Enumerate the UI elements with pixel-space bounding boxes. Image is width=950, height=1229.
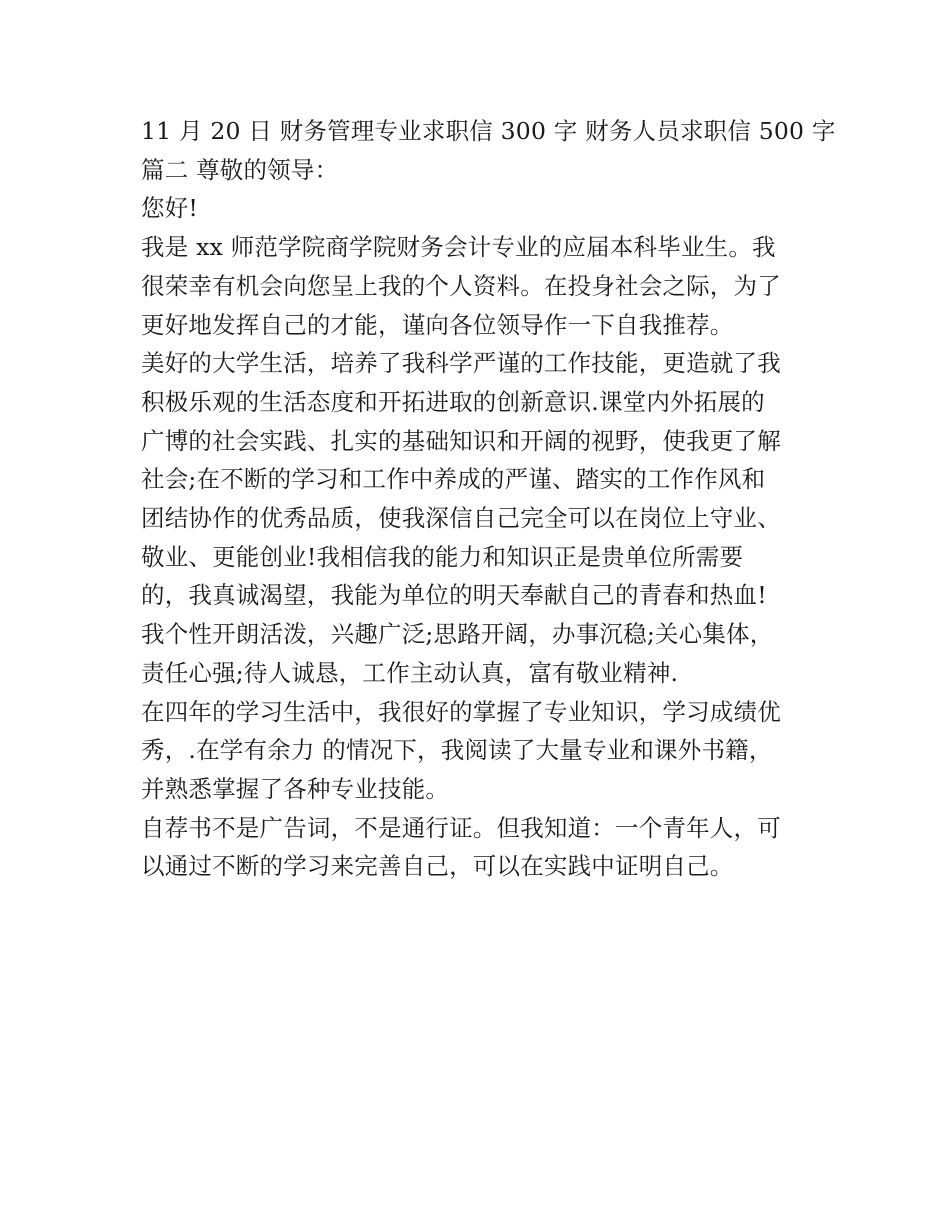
paragraph-line: 并熟悉掌握了各种专业技能。 xyxy=(141,774,450,803)
paragraph-line: 的，我真诚渴望，我能为单位的明天奉献自己的青春和热血! xyxy=(141,581,767,610)
paragraph-line: 我个性开朗活泼，兴趣广泛;思路开阔，办事沉稳;关心集体， xyxy=(141,620,774,649)
greeting-line: 您好! xyxy=(141,194,199,223)
salutation-line: 篇二 尊敬的领导： xyxy=(141,155,339,184)
paragraph-line: 更好地发挥自己的才能，谨向各位领导作一下自我推荐。 xyxy=(141,310,734,339)
paragraph-line: 以通过不断的学习来完善自己，可以在实践中证明自己。 xyxy=(141,852,734,881)
paragraph-line: 自荐书不是广告词，不是通行证。但我知道：一个青年人，可 xyxy=(141,813,781,842)
paragraph-line: 美好的大学生活，培养了我科学严谨的工作技能，更造就了我 xyxy=(141,349,781,378)
paragraph-line: 敬业、更能创业!我相信我的能力和知识正是贵单位所需要 xyxy=(141,542,744,571)
paragraph-line: 很荣幸有机会向您呈上我的个人资料。在投身社会之际，为了 xyxy=(141,271,781,300)
paragraph-line: 团结协作的优秀品质，使我深信自己完全可以在岗位上守业、 xyxy=(141,504,781,533)
paragraph-line: 秀，.在学有余力 的情况下，我阅读了大量专业和课外书籍， xyxy=(141,736,773,765)
paragraph-line: 积极乐观的生活态度和开拓进取的创新意识.课堂内外拓展的 xyxy=(141,387,765,416)
document-title-line: 11 月 20 日 财务管理专业求职信 300 字 财务人员求职信 500 字 xyxy=(141,117,836,145)
paragraph-line: 广博的社会实践、扎实的基础知识和开阔的视野，使我更了解 xyxy=(141,426,781,455)
paragraph-line: 我是 xx 师范学院商学院财务会计专业的应届本科毕业生。我 xyxy=(141,233,776,262)
paragraph-line: 社会;在不断的学习和工作中养成的严谨、踏实的工作作风和 xyxy=(141,465,766,494)
paragraph-line: 在四年的学习生活中，我很好的掌握了专业知识，学习成绩优 xyxy=(141,697,781,726)
paragraph-line: 责任心强;待人诚恳，工作主动认真，富有敬业精神. xyxy=(141,658,679,687)
document-page xyxy=(141,112,836,886)
